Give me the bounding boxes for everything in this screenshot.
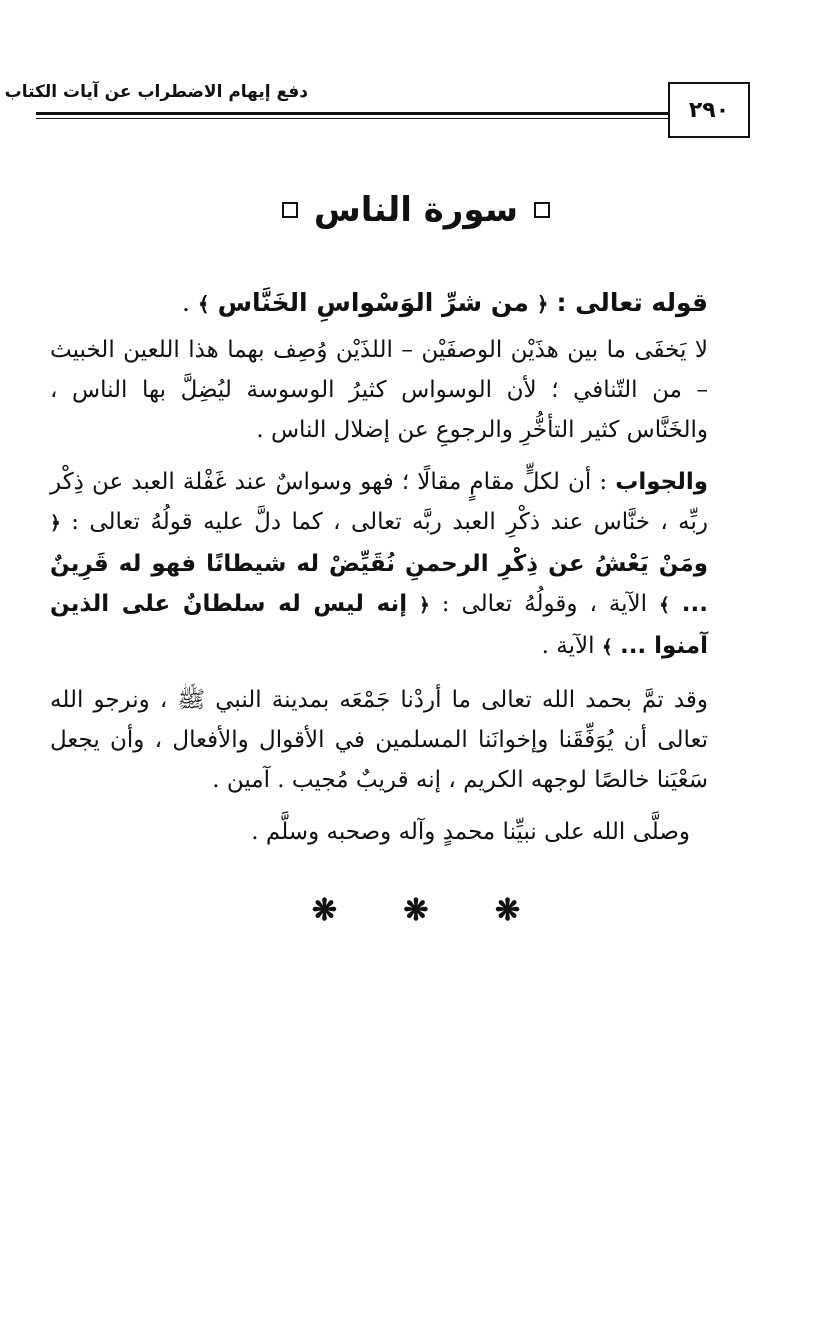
page-number-box bbox=[668, 82, 750, 138]
header-rule-thick bbox=[36, 112, 668, 115]
quote-lead: قوله تعالى : bbox=[556, 288, 708, 317]
quran-bracket-close: ﴾ bbox=[659, 595, 670, 616]
running-header-title: دفع إيهام الاضطراب عن آيات الكتاب bbox=[4, 82, 308, 102]
answer-verse-2: إنه ليس له سلطانٌ على الذين آمنوا ... bbox=[50, 591, 708, 659]
answer-text-2: الآية ، وقولُهُ تعالى : bbox=[441, 591, 648, 617]
page-number: ٢٩٠ bbox=[688, 97, 730, 123]
surah-heading bbox=[0, 190, 832, 230]
quran-bracket-close: ﴾ bbox=[601, 637, 613, 658]
answer-text-3: الآية . bbox=[541, 633, 595, 659]
surah-heading-text: سورة الناس bbox=[313, 190, 519, 230]
answer-label: والجواب bbox=[615, 469, 709, 495]
answer-verse-1: ومَنْ يَعْشُ عن ذِكْرِ الرحمنِ نُقَيِّضْ له شيطانًا فهو له قَرِينٌ ... bbox=[50, 551, 709, 617]
end-ornament: ❋ ❋ ❋ bbox=[311, 893, 549, 928]
main-text bbox=[50, 283, 752, 864]
answer-paragraph bbox=[50, 462, 752, 668]
quran-bracket-open: ﴿ bbox=[419, 595, 430, 616]
salutation-line bbox=[50, 812, 752, 852]
heading-ornament-square-left bbox=[282, 202, 298, 218]
quran-bracket-close: ﴾ bbox=[197, 292, 210, 316]
problem-paragraph bbox=[50, 330, 752, 450]
closing-text: وقد تمَّ بحمد الله تعالى ما أردْنا جَمْعَه بمدينة النبي ﷺ ، ونرجو الله تعالى أن يُوَفِّقَنا وإخوانَنا المسلمين في الأقوال والأفعال ، وأن يجعل سَعْيَنا خالصًا لوجهه الكريم ، إنه قريبٌ مُجيب . آمين . bbox=[50, 687, 708, 793]
quran-bracket-open: ﴿ bbox=[536, 292, 549, 316]
header-rule-thin bbox=[36, 118, 668, 119]
answer-text-1: : أن لكلٍّ مقامٍ مقالًا ؛ فهو وسواسٌ عند غَفْلة العبد عن ذِكْر ربِّه ، خنَّاس عند ذكْرِ العبد ربَّه تعالى ، كما دلَّ عليه قولُهُ تعالى : bbox=[50, 469, 708, 535]
closing-paragraph bbox=[50, 680, 752, 800]
heading-ornament-square-right bbox=[534, 202, 550, 218]
problem-text: لا يَخفَى ما بين هذَيْن الوصفَيْن – اللذَيْن وُصِف بهما هذا اللعين الخبيث – من التّنافي ؛ لأن الوسواس كثيرُ الوسوسة ليُضِلَّ بها الناس ، والخَنَّاس كثير التأخُّرِ والرجوعِ عن إضلال الناس . bbox=[50, 337, 708, 443]
quote-verse: من شرِّ الوَسْواسِ الخَنَّاس bbox=[217, 288, 529, 317]
salutation-text: وصلَّى الله على نبيِّنا محمدٍ وآله وصحبه وسلَّم . bbox=[251, 819, 690, 845]
quote-line: قوله تعالى : ﴿ من شرِّ الوَسْواسِ الخَنَّاس ﴾ . bbox=[181, 288, 708, 317]
quran-bracket-open: ﴿ bbox=[50, 513, 61, 534]
